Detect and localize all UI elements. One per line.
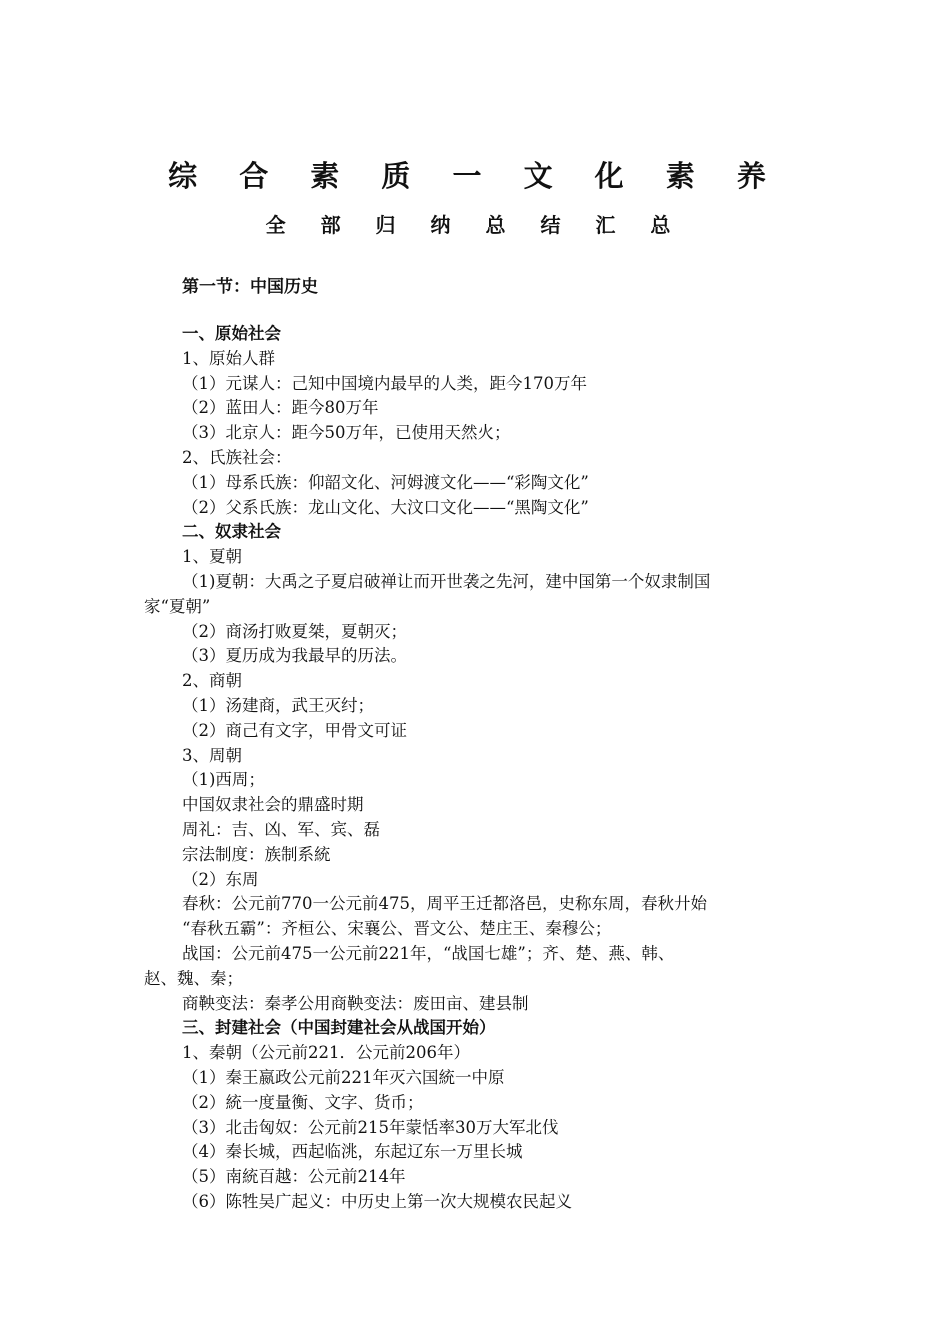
text-line: （2）統一度量衡、文字、货币； [182, 1092, 424, 1112]
section-heading: 第一节：中国历史 [182, 277, 318, 297]
text-line-wrap: 家“夏朝” [144, 596, 211, 616]
text-line: （1）母系氏族：仰韶文化、河姆渡文化——“彩陶文化” [182, 472, 589, 492]
text-line: （3）夏历成为我最早的历法。 [182, 646, 407, 666]
text-line: “春秋五霸”：齐桓公、宋襄公、晋文公、楚庄王、秦穆公； [182, 919, 612, 939]
text-line: （2）父系氏族：龙山文化、大汶口文化——“黑陶文化” [182, 497, 589, 517]
heading-slave-society: 二、奴隶社会 [182, 522, 281, 542]
heading-feudal-society: 三、封建社会（中国封建社会从战国开始） [182, 1018, 496, 1038]
text-line: （1)西周； [182, 770, 265, 790]
text-line: （1）元谋人：己知中国境内最早的人类，距今170万年 [182, 373, 587, 393]
text-line: 1、秦朝（公元前221．公元前206年） [182, 1043, 470, 1063]
text-line: 宗法制度：族制系統 [182, 844, 331, 864]
text-line: 1、原始人群 [182, 348, 275, 368]
text-line: （2）商汤打败夏桀，夏朝灭； [182, 621, 407, 641]
text-line: 战国：公元前475一公元前221年，“战国七雄”；齐、楚、燕、韩、 [182, 943, 675, 963]
text-line: （1）秦王嬴政公元前221年灭六国統一中原 [182, 1067, 505, 1087]
text-line: 商鞅变法：秦孝公用商鞅变法：废田亩、建县制 [182, 993, 529, 1013]
text-line: 2、氏族社会： [182, 447, 292, 467]
document-title: 综 合 素 质 一 文 化 素 养 [168, 159, 782, 193]
text-line: （5）南統百越：公元前214年 [182, 1167, 406, 1187]
document-body [0, 322, 950, 1215]
text-line: （4）秦长城，西起临洮，东起辽东一万里长城 [182, 1142, 523, 1162]
text-line: （2）东周 [182, 869, 259, 889]
text-line: （1）汤建商，武王灭纣； [182, 695, 374, 715]
text-line: 1、夏朝 [182, 547, 242, 567]
text-line: 3、周朝 [182, 745, 242, 765]
text-line-wrap: 赵、魏、秦； [144, 968, 243, 988]
text-line: （6）陈牲吴广起义：中历史上第一次大规模农民起义 [182, 1191, 572, 1211]
text-line: 中国奴隶社会的鼎盛时期 [182, 795, 364, 815]
text-line: （3）北击匈奴：公元前215年蒙恬率30万大军北伐 [182, 1117, 559, 1137]
text-line: （2）蓝田人：距今80万年 [182, 398, 379, 418]
text-line: （1)夏朝：大禹之子夏启破禅让而开世袭之先河，建中国第一个奴隶制国 [182, 571, 711, 591]
text-line: （2）商己有文字，甲骨文可证 [182, 720, 407, 740]
text-line: 春秋：公元前770一公元前475，周平王迁都洛邑，史称东周，春秋廾始 [182, 894, 707, 914]
text-line: （3）北京人：距今50万年，已使用天然火； [182, 423, 511, 443]
text-line: 2、商朝 [182, 671, 242, 691]
text-line: 周礼：吉、凶、军、宾、磊 [182, 819, 380, 839]
heading-primitive-society: 一、原始社会 [182, 324, 281, 343]
document-subtitle: 全 部 归 纳 总 结 汇 总 [265, 213, 685, 237]
